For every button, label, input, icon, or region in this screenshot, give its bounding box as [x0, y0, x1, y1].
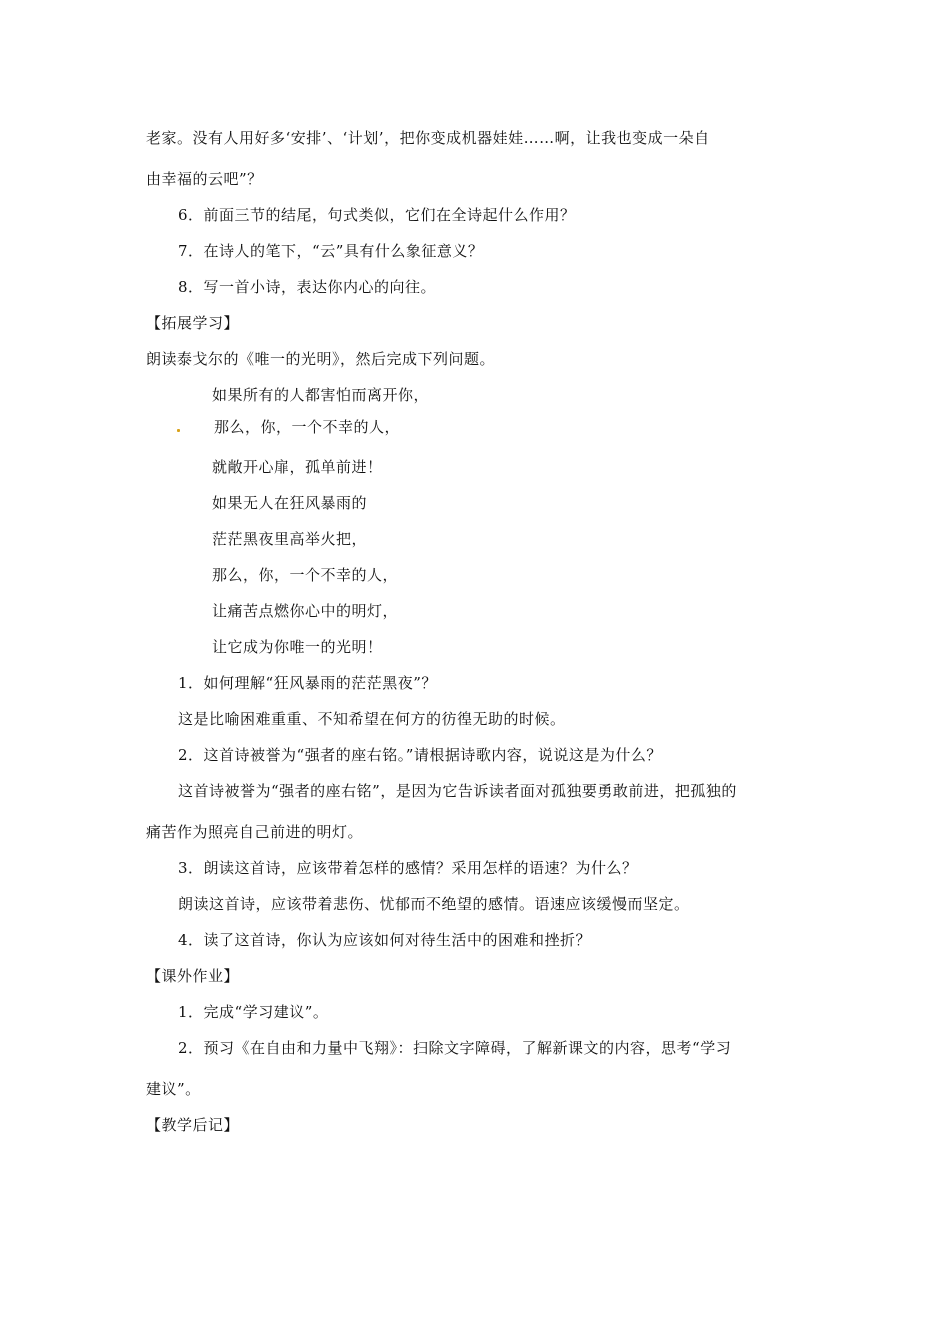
extension-question-4: 4．读了这首诗，你认为应该如何对待生活中的困难和挫折？ [178, 931, 592, 949]
extension-question-1: 1．如何理解“狂风暴雨的茫茫黑夜”？ [178, 674, 437, 692]
extension-question-2: 2．这首诗被誉为“强者的座右铭。”请根据诗歌内容，说说这是为什么？ [178, 746, 662, 764]
question-8: 8．写一首小诗，表达你内心的向往。 [178, 278, 437, 296]
homework-item-2: 2．预习《在自由和力量中飞翔》：扫除文字障碍，了解新课文的内容，思考“学习 [178, 1039, 732, 1057]
paragraph-line: 由幸福的云吧”？ [146, 170, 263, 188]
extension-answer-1: 这是比喻困难重重、不知希望在何方的彷徨无助的时候。 [178, 710, 566, 728]
question-7: 7．在诗人的笔下，“云”具有什么象征意义？ [178, 242, 484, 260]
extension-answer-2-cont: 痛苦作为照亮自己前进的明灯。 [146, 823, 364, 841]
poem-line: 那么，你，一个不幸的人， [212, 566, 399, 584]
extension-question-3: 3．朗读这首诗，应该带着怎样的感情？采用怎样的语速？为什么？ [178, 859, 638, 877]
poem-line: 茫茫黑夜里高举火把， [212, 530, 368, 548]
paragraph-line: 老家。没有人用好多‘安排’、‘计划’，把你变成机器娃娃……啊，让我也变成一朵自 [146, 129, 710, 147]
section-heading-homework: 【课外作业】 [146, 967, 240, 985]
question-6: 6．前面三节的结尾，句式类似，它们在全诗起什么作用？ [178, 206, 576, 224]
section-heading-notes: 【教学后记】 [146, 1116, 240, 1134]
poem-line: 那么，你，一个不幸的人， [214, 418, 401, 436]
section-heading-extension: 【拓展学习】 [146, 314, 240, 332]
poem-line: 就敞开心扉，孤单前进！ [212, 458, 383, 476]
poem-line: 让它成为你唯一的光明！ [212, 638, 383, 656]
extension-intro: 朗读泰戈尔的《唯一的光明》，然后完成下列问题。 [146, 350, 496, 368]
poem-line: 让痛苦点燃你心中的明灯， [212, 602, 399, 620]
poem-line: 如果无人在狂风暴雨的 [212, 494, 368, 512]
homework-item-2-cont: 建议”。 [146, 1080, 201, 1098]
extension-answer-2: 这首诗被誉为“强者的座右铭”，是因为它告诉读者面对孤独要勇敢前进，把孤独的 [178, 782, 737, 800]
poem-line: 如果所有的人都害怕而离开你， [212, 386, 430, 404]
mark-dot [177, 429, 180, 432]
homework-item-1: 1．完成“学习建议”。 [178, 1003, 329, 1021]
extension-answer-3: 朗读这首诗，应该带着悲伤、忧郁而不绝望的感情。语速应该缓慢而坚定。 [178, 895, 690, 913]
